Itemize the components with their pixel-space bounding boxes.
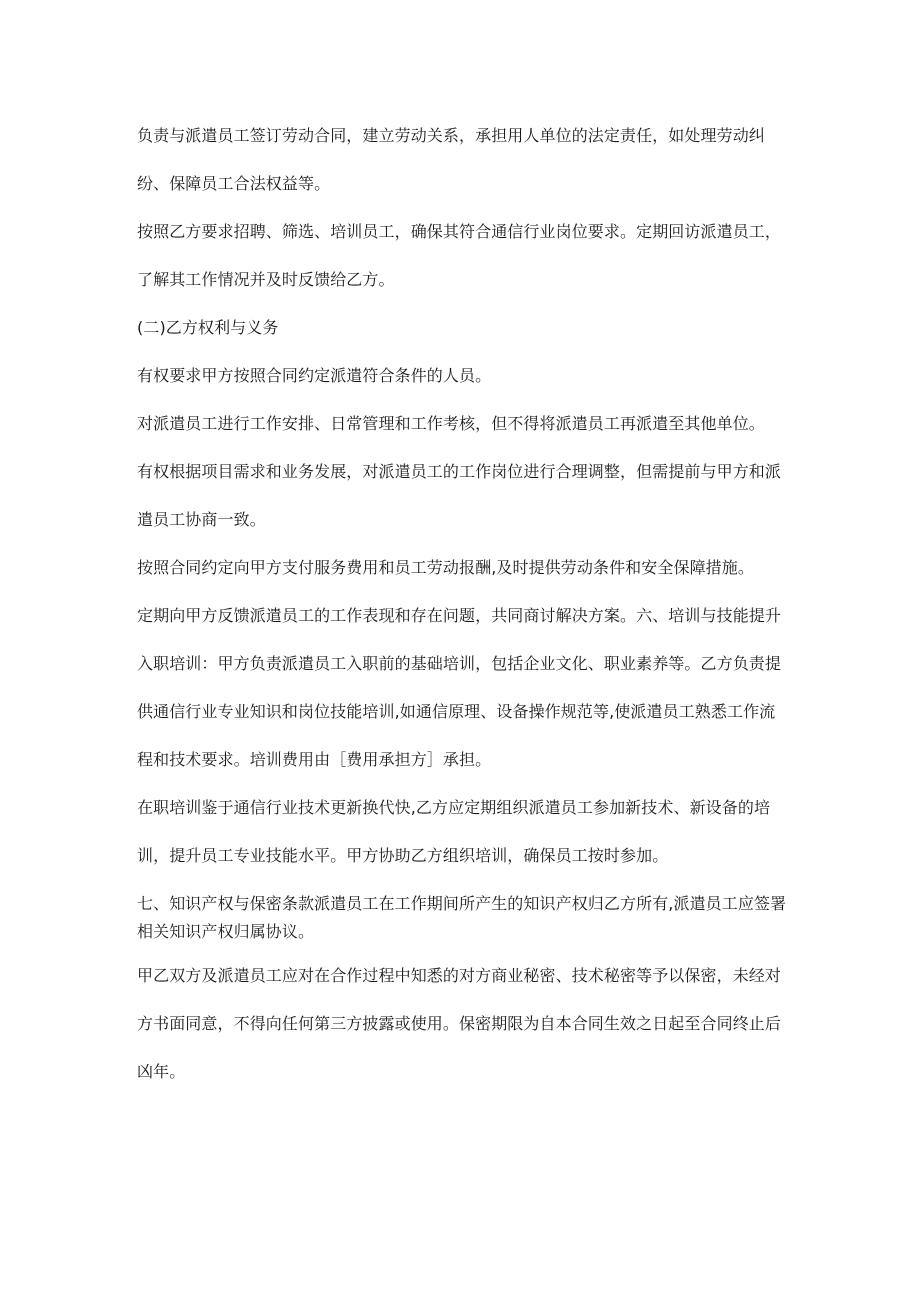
paragraph-10: 在职培训鉴于通信行业技术更新换代快,乙方应定期组织派遣员工参加新技术、新设备的培训，提升员工专业技能水平。甲方协助乙方组织培训，确保员工按时参加。 — [137, 798, 771, 865]
paragraph-6: 有权根据项目需求和业务发展，对派遣员工的工作岗位进行合理调整，但需提前与甲方和派遣员工协商一致。 — [137, 462, 782, 529]
paragraph-7: 按照合同约定向甲方支付服务费用和员工劳动报酬,及时提供劳动条件和安全保障措施。 — [137, 558, 754, 577]
paragraph-12: 甲乙双方及派遣员工应对在合作过程中知悉的对方商业秘密、技术秘密等予以保密，未经对方书面同意，不得向任何第三方披露或使用。保密期限为自本合同生效之日起至合同终止后凶年。 — [137, 966, 782, 1081]
paragraph-9: 入职培训：甲方负责派遣员工入职前的基础培训，包括企业文化、职业素养等。乙方负责提供通信行业专业知识和岗位技能培训,如通信原理、设备操作规范等,使派遣员工熟悉工作流程和技术要求。培训费用由［费用承担方］承担。 — [137, 654, 782, 769]
paragraph-5: 对派遣员工进行工作安排、日常管理和工作考核，但不得将派遣员工再派遣至其他单位。 — [137, 414, 765, 433]
paragraph-11: 七、知识产权与保密条款派遣员工在工作期间所产生的知识产权归乙方所有,派遣员工应签署相关知识产权归属协议。 — [137, 894, 787, 941]
paragraph-4: 有权要求甲方按照合同约定派遣符合条件的人员。 — [137, 366, 492, 385]
document-body — [137, 112, 787, 1096]
paragraph-8: 定期向甲方反馈派遣员工的工作表现和存在问题，共同商讨解决方案。六、培训与技能提升 — [137, 606, 782, 625]
paragraph-1: 负责与派遣员工签订劳动合同，建立劳动关系，承担用人单位的法定责任，如处理劳动纠纷、保障员工合法权益等。 — [137, 126, 765, 193]
paragraph-2: 按照乙方要求招聘、筛选、培训员工，确保其符合通信行业岗位要求。定期回访派遣员工，了解其工作情况并及时反馈给乙方。 — [137, 222, 782, 289]
section-heading-party-b-rights: (二)乙方权利与义务 — [137, 318, 279, 337]
